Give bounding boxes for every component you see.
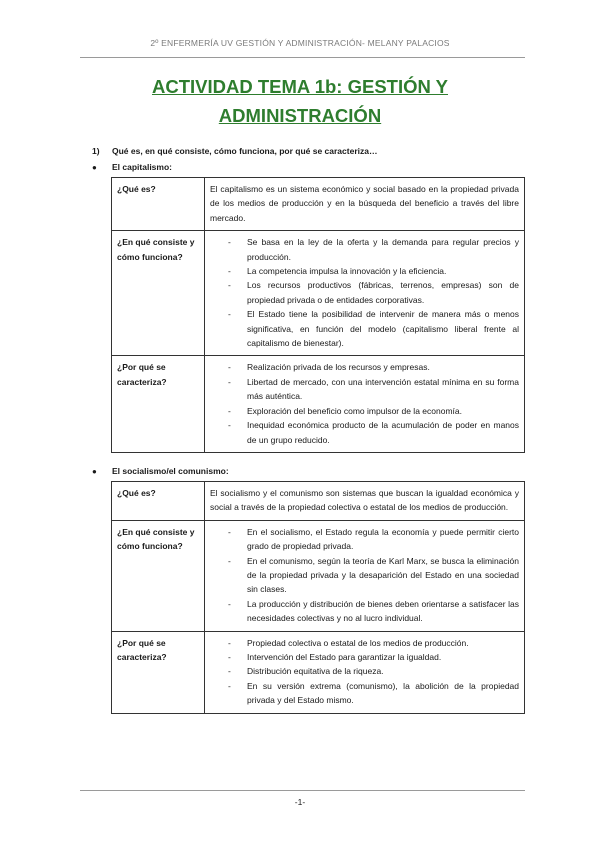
dash-list [210, 235, 519, 350]
list-item: - En su versión extrema (comunismo), la abolición de la propiedad privada y del Estado mismo. [210, 679, 519, 708]
capitalismo-table [111, 177, 525, 453]
footer-rule [80, 790, 525, 791]
dash-list [210, 525, 519, 626]
row-label: ¿Qué es? [112, 178, 205, 231]
row-list-cell [205, 231, 525, 356]
table-row [112, 178, 525, 231]
section-heading-text: El capitalismo: [112, 162, 172, 172]
row-list-cell [205, 631, 525, 713]
row-label: ¿Por qué se caracteriza? [112, 631, 205, 713]
table-row [112, 631, 525, 713]
row-text: El socialismo y el comunismo son sistemas que buscan la igualdad económica y social a través de la propiedad colectiva o estatal de los medios de producción. [205, 482, 525, 521]
dash-list [210, 360, 519, 446]
table-row [112, 482, 525, 521]
document-title-line1: ACTIVIDAD TEMA 1b: GESTIÓN Y [151, 76, 449, 97]
bullet-icon: ● [92, 163, 97, 172]
table-row [112, 356, 525, 452]
list-item: - Intervención del Estado para garantizar la igualdad. [210, 650, 519, 664]
row-text: El capitalismo es un sistema económico y social basado en la propiedad privada de los medios de producción y en la búsqueda del beneficio a través del libre mercado. [205, 178, 525, 231]
list-item: - En el comunismo, según la teoría de Karl Marx, se busca la eliminación de la propiedad privada y la desaparición del Estado en una sociedad sin clases. [210, 554, 519, 597]
question-number: 1) [92, 146, 100, 156]
section-heading-text: El socialismo/el comunismo: [112, 466, 229, 476]
row-label: ¿En qué consiste y cómo funciona? [112, 231, 205, 356]
list-item: - Exploración del beneficio como impulsor de la economía. [210, 404, 519, 418]
row-label: ¿En qué consiste y cómo funciona? [112, 520, 205, 631]
table-row [112, 520, 525, 631]
socialismo-table [111, 481, 525, 714]
dash-list [210, 636, 519, 708]
row-label: ¿Por qué se caracteriza? [112, 356, 205, 452]
question-1 [92, 146, 377, 156]
section-heading-capitalismo [92, 162, 172, 172]
list-item: - Libertad de mercado, con una intervención estatal mínima en su forma más auténtica. [210, 375, 519, 404]
list-item: - Realización privada de los recursos y empresas. [210, 360, 519, 374]
list-item: - Se basa en la ley de la oferta y la demanda para regular precios y producción. [210, 235, 519, 264]
list-item: - Propiedad colectiva o estatal de los medios de producción. [210, 636, 519, 650]
row-list-cell [205, 520, 525, 631]
row-label: ¿Qué es? [112, 482, 205, 521]
page-number: -1- [294, 797, 306, 807]
document-title-line2: ADMINISTRACIÓN [218, 105, 382, 126]
header-rule [80, 57, 525, 58]
list-item: - Distribución equitativa de la riqueza. [210, 664, 519, 678]
list-item: - El Estado tiene la posibilidad de intervenir de manera más o menos significativa, en función del modelo (capitalismo liberal frente al capitalismo de bienestar). [210, 307, 519, 350]
row-list-cell [205, 356, 525, 452]
list-item: - Inequidad económica producto de la acumulación de poder en manos de un grupo reducido. [210, 418, 519, 447]
bullet-icon: ● [92, 467, 97, 476]
section-heading-socialismo [92, 466, 229, 476]
running-header: 2º ENFERMERÍA UV GESTIÓN Y ADMINISTRACIÓN- MELANY PALACIOS [150, 38, 450, 48]
list-item: - Los recursos productivos (fábricas, terrenos, empresas) son de propiedad privada o de entidades corporativas. [210, 278, 519, 307]
list-item: - La competencia impulsa la innovación y la eficiencia. [210, 264, 519, 278]
list-item: - La producción y distribución de bienes deben orientarse a satisfacer las necesidades colectivas y no al lucro individual. [210, 597, 519, 626]
question-text: Qué es, en qué consiste, cómo funciona, por qué se caracteriza… [112, 146, 378, 156]
table-row [112, 231, 525, 356]
list-item: - En el socialismo, el Estado regula la economía y puede permitir cierto grado de propiedad privada. [210, 525, 519, 554]
